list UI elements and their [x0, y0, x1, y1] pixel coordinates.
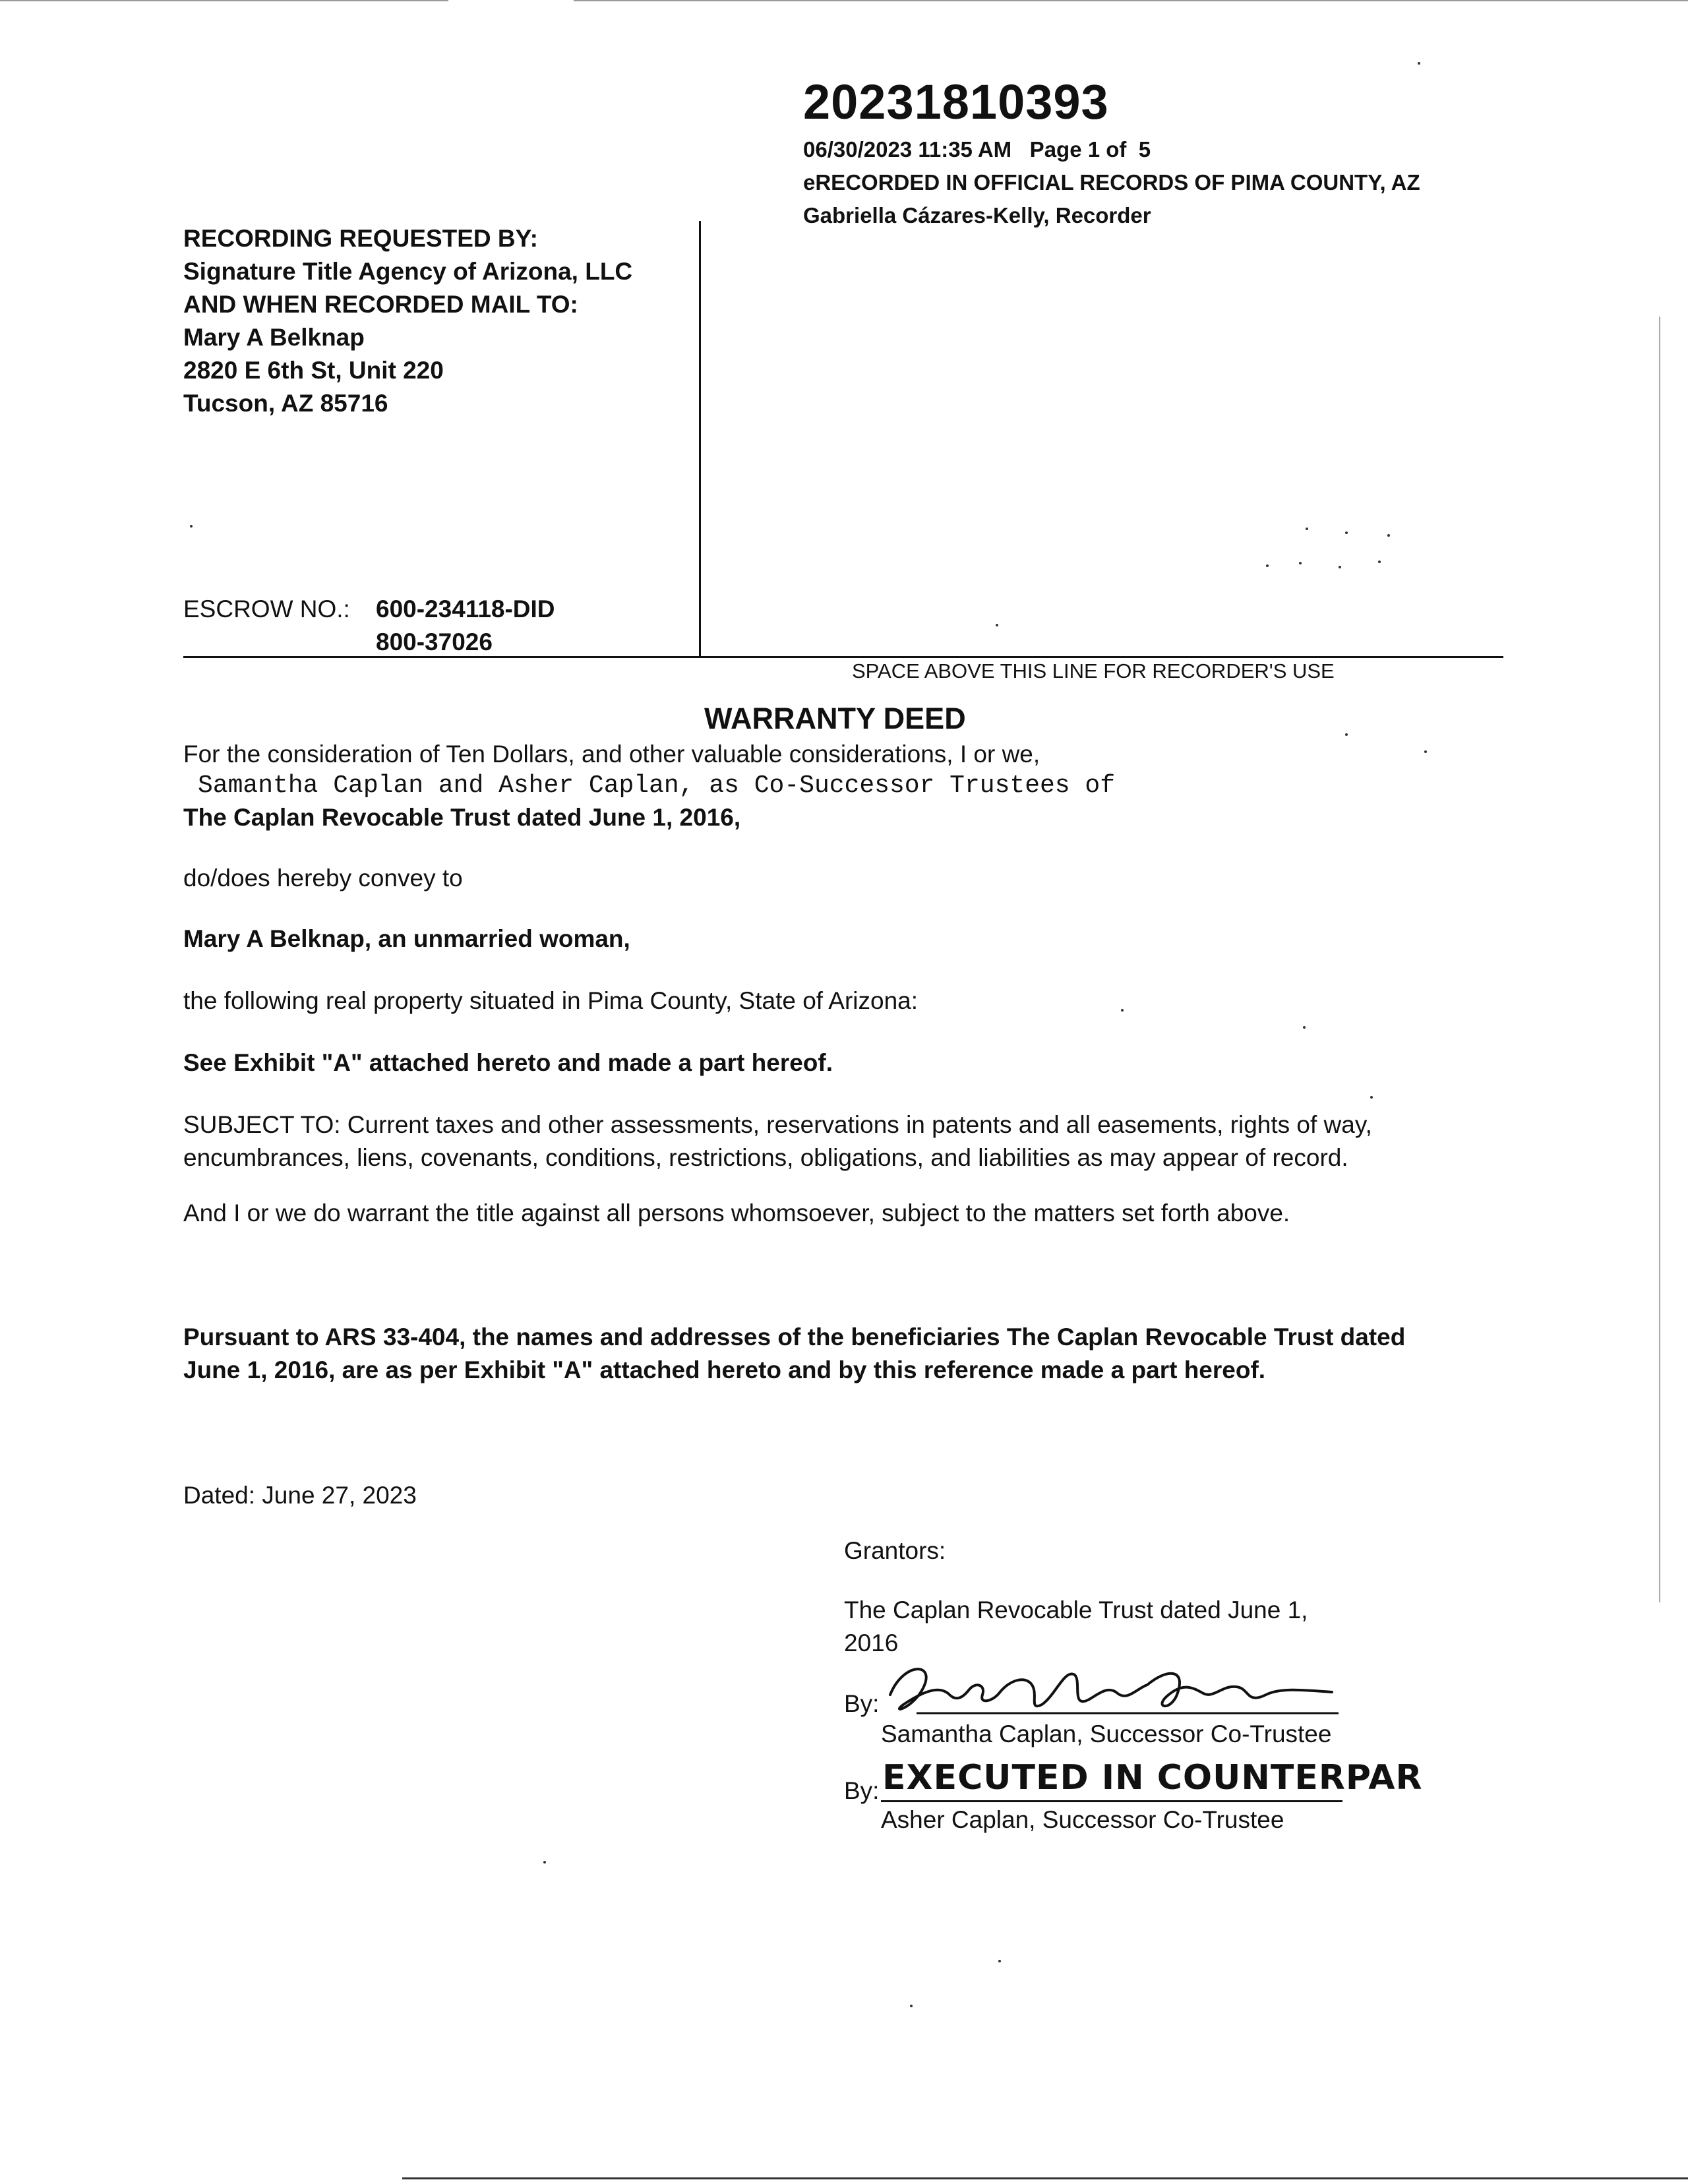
deed-title: WARRANTY DEED	[704, 702, 966, 735]
scan-speck	[1266, 564, 1269, 567]
scan-speck	[1345, 531, 1348, 534]
scan-speck	[1370, 1096, 1373, 1099]
grantor-names: Samantha Caplan and Asher Caplan, as Co-Successor Trustees of	[198, 772, 1116, 800]
scan-speck	[1387, 534, 1390, 537]
by-label-1: By:	[844, 1690, 880, 1717]
scan-speck	[1345, 733, 1348, 736]
recorder-box-divider	[699, 221, 701, 656]
bottom-rule	[402, 2177, 1688, 2179]
scan-speck	[1121, 1009, 1124, 1012]
scan-speck	[1424, 750, 1427, 753]
signer-1-name: Samantha Caplan, Successor Co-Trustee	[881, 1720, 1332, 1747]
scan-speck	[190, 525, 193, 528]
property-text: the following real property situated in Pima County, State of Arizona:	[183, 987, 919, 1014]
recording-time: 06/30/2023 11:35 AM Page 1 of 5	[803, 137, 1151, 162]
scan-speck	[910, 2005, 913, 2007]
recording-requested-label: RECORDING REQUESTED BY:	[183, 225, 538, 252]
grantors-label: Grantors:	[844, 1537, 946, 1564]
requested-by: Signature Title Agency of Arizona, LLC	[183, 258, 633, 285]
convey-text: do/does hereby convey to	[183, 864, 463, 892]
scan-speck	[1306, 528, 1308, 530]
mail-name: Mary A Belknap	[183, 324, 365, 351]
warrant-text: And I or we do warrant the title against all persons whomsoever, subject to the matters set forth above.	[183, 1199, 1290, 1227]
recorder-space-rule	[183, 656, 1503, 658]
scan-speck	[996, 624, 998, 626]
recorder-name: Gabriella Cázares-Kelly, Recorder	[803, 203, 1151, 228]
scan-speck	[1303, 1026, 1306, 1029]
scan-speck	[1339, 566, 1341, 568]
mail-street: 2820 E 6th St, Unit 220	[183, 357, 444, 384]
grantor-trust-line-1: The Caplan Revocable Trust dated June 1,	[844, 1596, 1308, 1623]
top-rule-right	[574, 0, 1688, 1]
signer-2-name: Asher Caplan, Successor Co-Trustee	[881, 1806, 1284, 1833]
recorder-space-note: SPACE ABOVE THIS LINE FOR RECORDER'S USE	[852, 659, 1335, 682]
scan-speck	[1299, 562, 1302, 564]
grantee-text: Mary A Belknap, an unmarried woman,	[183, 925, 630, 952]
consideration-text: For the consideration of Ten Dollars, and other valuable considerations, I or we,	[183, 741, 1040, 768]
samantha-signature	[877, 1649, 1352, 1728]
scan-speck	[1418, 62, 1420, 65]
subject-to-line-1: SUBJECT TO: Current taxes and other assessments, reservations in patents and all easements, rights of way,	[183, 1111, 1372, 1138]
exhibit-text: See Exhibit "A" attached hereto and made a part hereof.	[183, 1049, 833, 1076]
scan-speck	[543, 1861, 546, 1864]
document-number: 20231810393	[803, 75, 1109, 129]
by-label-2: By:	[844, 1777, 880, 1804]
escrow-number-1: 600-234118-DID	[376, 595, 555, 622]
subject-to-line-2: encumbrances, liens, covenants, conditions, restrictions, obligations, and liabilities as may appear of record.	[183, 1144, 1348, 1171]
escrow-label: ESCROW NO.:	[183, 595, 350, 622]
escrow-number-2: 800-37026	[376, 628, 493, 655]
mail-to-label: AND WHEN RECORDED MAIL TO:	[183, 291, 578, 318]
scan-speck	[998, 1960, 1001, 1962]
trust-name: The Caplan Revocable Trust dated June 1, 2016,	[183, 804, 741, 831]
mail-city: Tucson, AZ 85716	[183, 390, 388, 417]
signature-line-2	[881, 1800, 1342, 1802]
scan-edge-line	[1659, 317, 1660, 1602]
pursuant-line-1: Pursuant to ARS 33-404, the names and addresses of the beneficiaries The Caplan Revocable Trust dated	[183, 1323, 1406, 1350]
erecorded-line: eRECORDED IN OFFICIAL RECORDS OF PIMA COUNTY, AZ	[803, 170, 1420, 195]
scan-speck	[1378, 561, 1381, 563]
counterpart-stamp: EXECUTED IN COUNTERPAR	[882, 1758, 1423, 1798]
dated-text: Dated: June 27, 2023	[183, 1482, 417, 1509]
grantor-trust-line-2: 2016	[844, 1629, 899, 1656]
pursuant-line-2: June 1, 2016, are as per Exhibit "A" attached hereto and by this reference made a part hereof.	[183, 1356, 1266, 1383]
top-rule-left	[0, 0, 448, 1]
